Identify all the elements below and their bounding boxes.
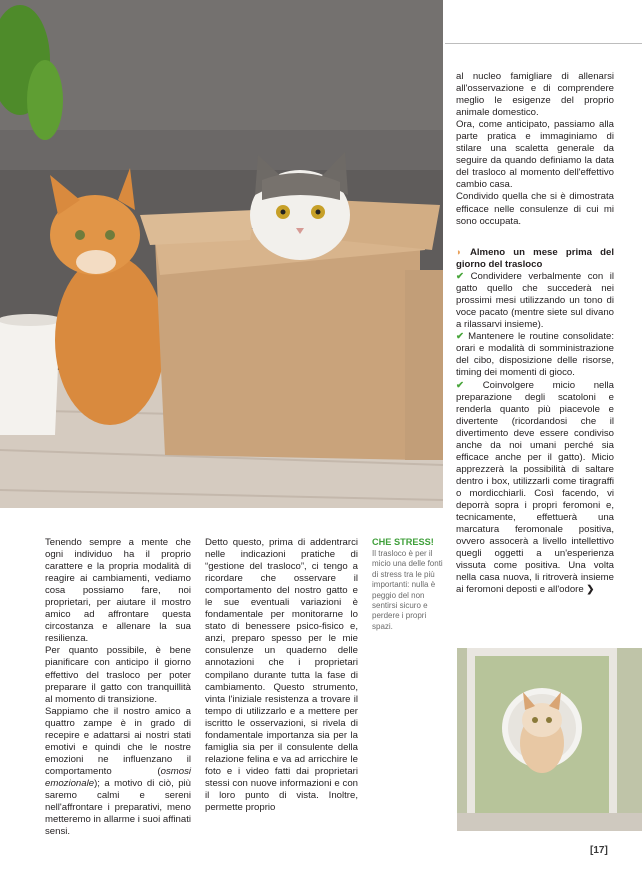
paragraph: Detto questo, prima di addentrarci nelle indicazioni pratiche di “gestione del trasloco”, ci tengo a ricordare che osservare il comportamento del nostro gatto e le sue eventuali variazioni è fondamentale per monitorarne lo stato di benessere psico-fisico e, anzi, preparo spesso per le mie consulenze un quaderno delle annotazioni che i proprietari compilano durante tutta la fase di cambiamento. Questo strumento, vinta l'iniziale resistenza a trovare il tempo di utilizzarlo e a mettere per iscritto le osservazioni, si rivela di fondamentale importanza sia per la famiglia sia per il consulente della relazione felina e va ad arricchire le foto e i video fatti dai proprietari stessi con nuove informazioni e con il loro punto di vista. Inoltre, permette proprio xyxy=(205,537,358,814)
cats-in-box-photo xyxy=(0,0,443,508)
paragraph-text: Sappiamo che il nostro amico a quattro zampe è in grado di recepire e adattarsi ai nostri stati emotivi e quindi che le nostre emozioni ne influenzano il comportamento ( xyxy=(45,705,191,777)
checklist-item xyxy=(456,271,614,331)
paragraph: Tenendo sempre a mente che ogni individuo ha il proprio carattere e la propria modalità di reagire ai cambiamenti, vediamo cosa possiamo fare, noi proprietari, per aiutare il mostro amico ad affrontare questa circostanza e allenare la sua resilienza. xyxy=(45,537,191,645)
heading-arrow-icon: ◗ xyxy=(456,247,462,258)
check-icon: ✔ xyxy=(456,331,465,343)
italic-term: osmosi emozionale xyxy=(45,765,191,789)
checklist-item xyxy=(456,331,614,379)
page-number: [17] xyxy=(590,845,608,856)
paragraph-text: ); a motivo di ciò, più saremo calmi e sereni nell'affrontare i preparativi, meno metteremo in allarme i suoi affinati sensi. xyxy=(45,777,191,838)
continue-arrow-icon: ❯ xyxy=(586,584,595,596)
top-divider xyxy=(445,43,642,44)
check-icon: ✔ xyxy=(456,271,465,283)
checklist-item xyxy=(456,380,614,597)
checklist-item-text: Coinvolgere micio nella preparazione degli scatoloni e renderla quanto più piacevole e divertente (ricordandosi che il divertimento deve essere condiviso anche da noi umani perché sia efficace anche per il gatto). Micio apprezzerà la possibilità di saltare dentro i box, utilizzarli come tiragraffi o mordicchiarli. Così facendo, vi deporrà sopra i propri feromoni e, tecnicamente, effettuerà una marcatura feromonale positiva, ovvero assocerà a livello intellettivo quegli oggetti a un'esperienza vissuta come positiva. Una volta nella casa nuova, li ritroverà insieme ai feromoni deposti e all'odore xyxy=(456,379,614,596)
article-column-right-top xyxy=(456,71,614,228)
article-column-1 xyxy=(45,537,191,838)
paragraph: Ora, come anticipato, passiamo alla parte pratica e immaginiamo di stilare una scaletta generale da seguire da quando definiamo la data del trasloco al momento dell'effettivo cambio casa. xyxy=(456,119,614,191)
sidebar-box xyxy=(372,537,446,632)
section-heading-text: Almeno un mese prima del giorno del trasloco xyxy=(456,247,614,271)
paragraph xyxy=(45,706,191,839)
cat-flap-photo xyxy=(457,648,642,831)
paragraph: al nucleo famigliare di allenarsi all'osservazione e di comprendere meglio le esigenze del proprio animale domestico. xyxy=(456,71,614,119)
checklist-item-text: Mantenere le routine consolidate: orari e modalità di somministrazione del cibo, disposizione delle risorse, timing dei momenti di gioco. xyxy=(456,331,614,379)
checklist-item-text: Condividere verbalmente con il gatto quello che succederà nei prossimi mesi utilizzando un tono di voce pacato (mentre siete sul divano a rilassarvi insieme). xyxy=(456,271,614,331)
sidebar-title: CHE STRESS! xyxy=(372,537,434,547)
check-icon: ✔ xyxy=(456,379,465,391)
article-column-2 xyxy=(205,537,358,814)
paragraph: Per quanto possibile, è bene pianificare con anticipo il giorno effettivo del trasloco per poter preparare il gatto con tranquillità al momento di transizione. xyxy=(45,645,191,705)
sidebar-text: Il trasloco è per il micio una delle fonti di stress tra le più importanti: nulla è peggio del non sentirsi sicuro e perdere i propri spazi. xyxy=(372,549,443,631)
checklist-column xyxy=(456,247,614,596)
paragraph: Condivido quella che si è dimostrata efficace nelle consulenze di cui mi sono occupata. xyxy=(456,191,614,227)
section-heading xyxy=(456,247,614,271)
